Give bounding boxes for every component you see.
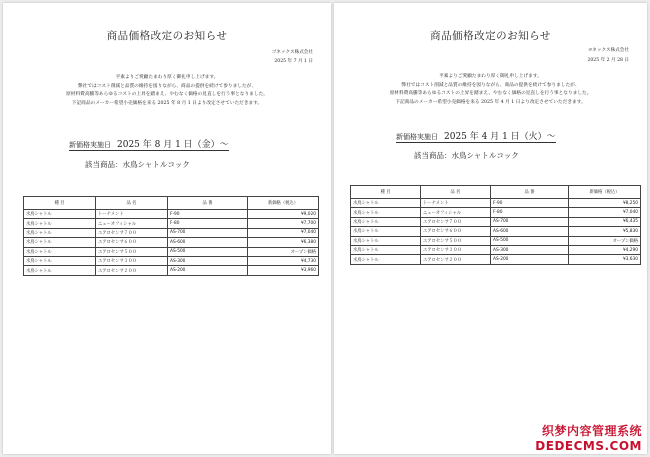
model-number-cell: AS-600 (168, 238, 248, 247)
price-cell: ¥3,630 (569, 255, 641, 264)
product-line: 該当商品：水鳥シャトルコック (414, 151, 519, 160)
category-cell: 水鳥シャトル (24, 228, 96, 237)
model-number-cell: AS-500 (491, 236, 569, 245)
category-cell: 水鳥シャトル (24, 256, 96, 265)
product-name-cell: エアロセンサ５００ (96, 247, 168, 256)
greeting-line: 平素よりご愛顧たまわり厚く御礼申し上げます。 (115, 75, 219, 80)
price-cell: ¥7,040 (248, 228, 319, 237)
category-cell: 水鳥シャトル (24, 210, 96, 219)
category-cell: 水鳥シャトル (351, 236, 421, 245)
product-name-cell: エアロセンサ２００ (96, 266, 168, 275)
product-name-cell: エアロセンサ６００ (421, 227, 491, 236)
product-name-cell: ニューオフィシャル (421, 208, 491, 217)
table-header-row (351, 186, 641, 199)
product-name-cell: エアロセンサ５００ (421, 236, 491, 245)
price-cell: オープン価格 (569, 236, 641, 245)
table-row (24, 238, 319, 247)
table-row (351, 208, 641, 217)
effective-date-value: 2025 年 4 月 1 日（火）〜 (444, 132, 556, 142)
notice-title: 商品価格改定のお知らせ (106, 30, 228, 42)
watermark-url: DEDECMS.COM (535, 439, 642, 453)
price-cell: ¥6,435 (569, 217, 641, 226)
table-row (351, 217, 641, 226)
product-name-cell: トーナメント (421, 199, 491, 208)
table-header-cell: 品 名 (421, 186, 491, 199)
effective-date-label: 新価格実施日 (69, 141, 111, 149)
effective-date-heading (396, 129, 556, 142)
category-cell: 水鳥シャトル (351, 208, 421, 217)
greeting-line: 弊社ではコスト削減と品質の維持を図りながら、商品の提供を続けて参りましたが、 (77, 83, 257, 89)
notice-date: 2025 年 2 月 28 日 (587, 58, 629, 63)
category-cell: 水鳥シャトル (24, 247, 96, 256)
table-header-cell: 種 目 (351, 186, 421, 199)
greeting-line: 平素よりご愛顧たまわり厚く御礼申し上げます。 (439, 74, 542, 79)
price-cell: ¥9,020 (248, 210, 319, 219)
notice-title: 商品価格改定のお知らせ (430, 30, 551, 42)
company-name: ゴネックス株式会社 (271, 50, 313, 55)
model-number-cell: AS-200 (491, 255, 569, 264)
table-header-cell: 種 目 (24, 197, 96, 210)
model-number-cell: AS-300 (168, 256, 248, 265)
model-number-cell: F-80 (168, 219, 248, 228)
greeting-line: 下記商品のメーカー希望小売価格を来る 2025 年 4 月 1 日より改定させていただきます。 (395, 99, 586, 105)
table-row (24, 228, 319, 237)
watermark-text: 织梦内容管理系统 (541, 424, 642, 438)
model-number-cell: AS-200 (168, 266, 248, 275)
price-cell: ¥7,040 (569, 208, 641, 217)
effective-date-value: 2025 年 8 月 1 日（金）〜 (117, 140, 229, 150)
price-cell: ¥5,830 (569, 227, 641, 236)
product-name-cell: エアロセンサ３００ (421, 245, 491, 254)
greeting-line: 弊社ではコスト削減と品質の維持を図りながら、商品の提供を続けて参りましたが、 (401, 82, 580, 88)
price-cell: ¥6,380 (248, 238, 319, 247)
price-cell: ¥3,960 (248, 266, 319, 275)
table-row (24, 247, 319, 256)
table-header-cell: 新価格（税込） (569, 186, 641, 199)
price-cell: ¥4,730 (248, 256, 319, 265)
greeting-paragraph (352, 73, 629, 107)
price-cell: ¥8,250 (569, 199, 641, 208)
product-name-cell: ニューオフィシャル (96, 219, 168, 228)
category-cell: 水鳥シャトル (24, 238, 96, 247)
table-row (24, 219, 319, 228)
company-name: ヨネックス株式会社 (587, 48, 629, 53)
product-name-cell: エアロセンサ３００ (96, 256, 168, 265)
product-name-cell: エアロセンサ６００ (96, 238, 168, 247)
model-number-cell: AS-300 (491, 245, 569, 254)
table-header-cell: 新価格（税込） (248, 197, 319, 210)
model-number-cell: F-80 (491, 208, 569, 217)
price-cell: オープン価格 (248, 247, 319, 256)
greeting-line: 原材料費高騰等あらゆるコストの上昇を踏まえ、やむなく価格の見直しを行う事となりました。 (66, 92, 268, 98)
effective-date-underline (396, 142, 556, 143)
category-cell: 水鳥シャトル (351, 255, 421, 264)
table-row (351, 227, 641, 236)
category-cell: 水鳥シャトル (351, 199, 421, 208)
table-header-row (24, 197, 319, 210)
price-cell: ¥7,700 (248, 219, 319, 228)
category-cell: 水鳥シャトル (351, 217, 421, 226)
price-table (350, 185, 641, 265)
category-cell: 水鳥シャトル (351, 227, 421, 236)
category-cell: 水鳥シャトル (24, 219, 96, 228)
notice-date: 2025 年 7 月 1 日 (274, 59, 313, 64)
product-name-cell: エアロセンサ７００ (96, 228, 168, 237)
notice-page-left (3, 3, 331, 454)
effective-date-underline (69, 150, 229, 151)
table-row (24, 256, 319, 265)
product-name-cell: トーナメント (96, 210, 168, 219)
table-header-cell: 品 番 (491, 186, 569, 199)
effective-date-label: 新価格実施日 (396, 133, 438, 141)
table-row (24, 266, 319, 275)
table-row (351, 255, 641, 264)
effective-date-heading (69, 137, 229, 150)
product-name-cell: エアロセンサ２００ (421, 255, 491, 264)
table-row (351, 236, 641, 245)
greeting-line: 下記商品のメーカー希望小売価格を来る 2025 年 8 月 1 日より改定させていただきます。 (71, 100, 263, 106)
table-row (24, 210, 319, 219)
greeting-line: 原材料費高騰等あらゆるコストの上昇を踏まえ、やむなく価格の見直しを行う事となりました。 (389, 91, 592, 97)
category-cell: 水鳥シャトル (24, 266, 96, 275)
model-number-cell: AS-700 (491, 217, 569, 226)
product-line: 該当商品：水鳥シャトルコック (85, 160, 190, 169)
site-watermark (535, 422, 642, 453)
model-number-cell: F-90 (168, 210, 248, 219)
price-cell: ¥4,290 (569, 245, 641, 254)
table-header-cell: 品 名 (96, 197, 168, 210)
model-number-cell: AS-500 (168, 247, 248, 256)
product-name-cell: エアロセンサ７００ (421, 217, 491, 226)
notice-page-right (334, 3, 647, 454)
table-row (351, 199, 641, 208)
model-number-cell: AS-600 (491, 227, 569, 236)
model-number-cell: F-90 (491, 199, 569, 208)
price-table (23, 196, 319, 276)
table-header-cell: 品 番 (168, 197, 248, 210)
greeting-paragraph (21, 74, 313, 108)
category-cell: 水鳥シャトル (351, 245, 421, 254)
table-row (351, 245, 641, 254)
model-number-cell: AS-700 (168, 228, 248, 237)
